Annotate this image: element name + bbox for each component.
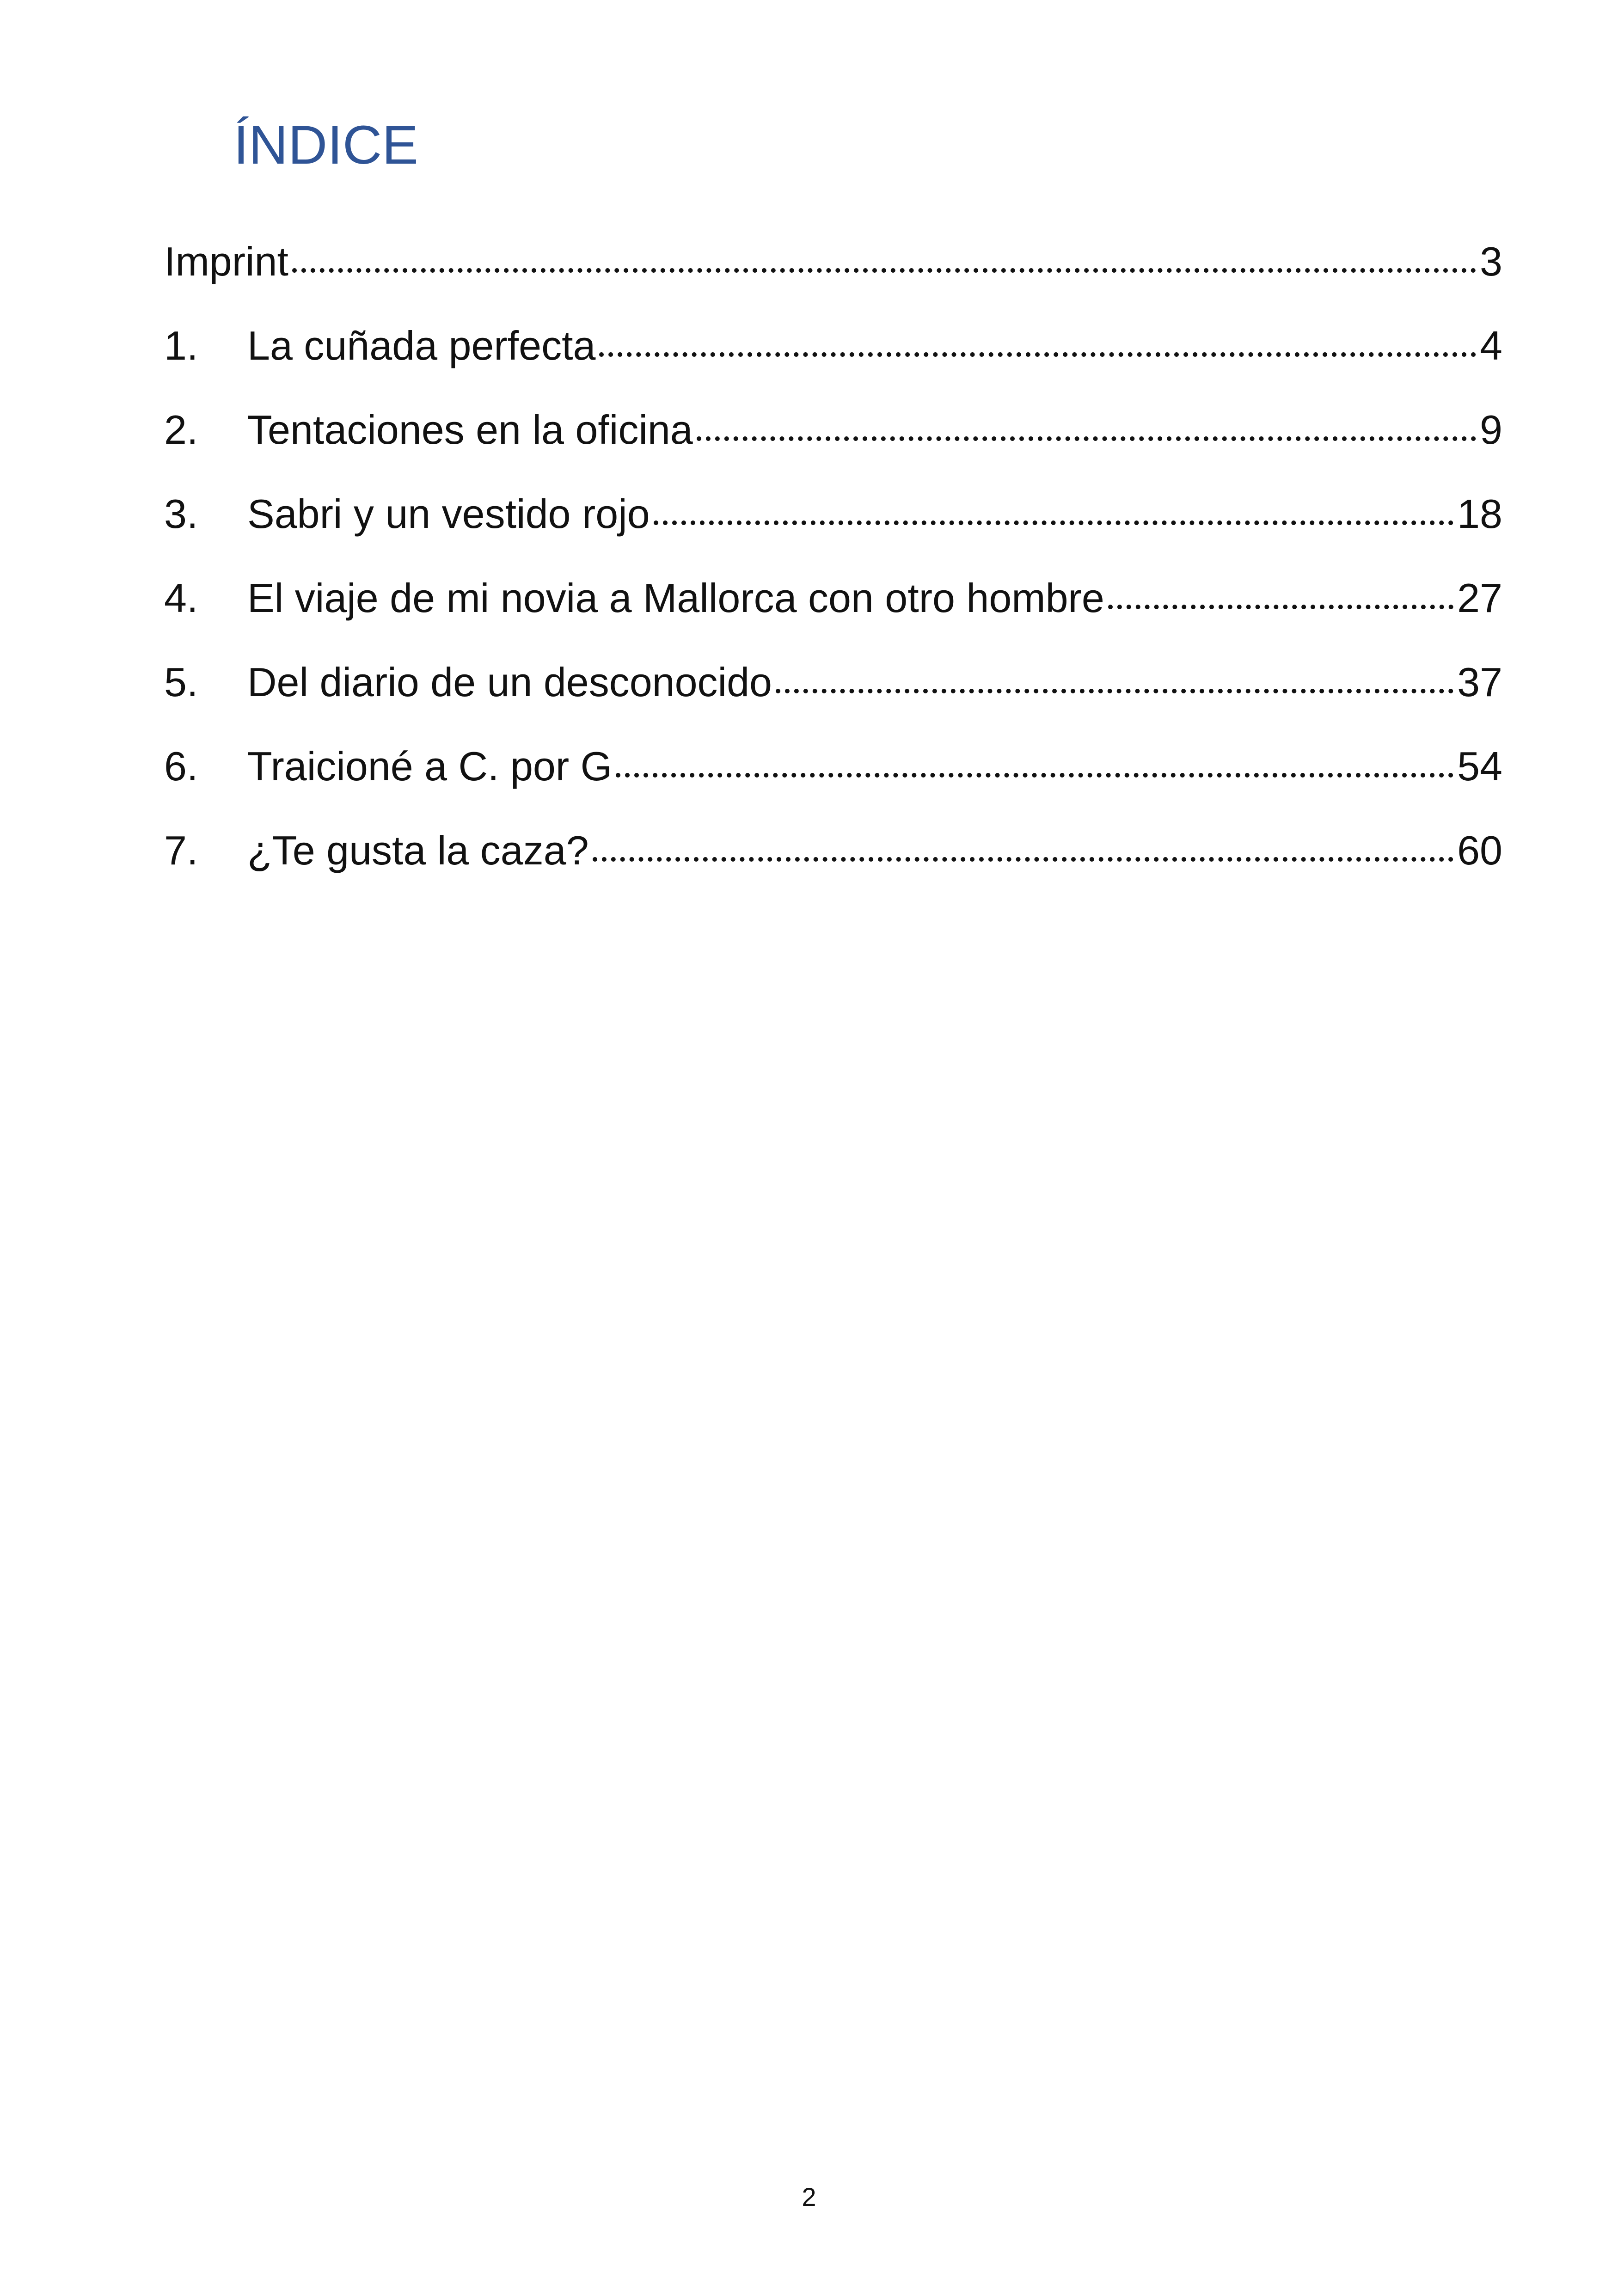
dot-leader [697, 436, 1476, 441]
toc-entry-page: 60 [1457, 827, 1502, 873]
toc-entry-number: 2. [164, 407, 198, 453]
toc-entry-page: 18 [1457, 491, 1502, 537]
dot-leader [654, 520, 1453, 525]
toc-entry-number: 7. [164, 827, 198, 873]
toc-entry-number: 6. [164, 743, 198, 789]
toc-entry-title: La cuñada perfecta [247, 323, 596, 368]
toc-entry-title: ¿Te gusta la caza? [247, 827, 589, 873]
toc-entry-chapter-3[interactable] [164, 491, 1502, 578]
toc-entry-chapter-2[interactable] [164, 407, 1502, 494]
toc-entry-title: Sabri y un vestido rojo [247, 491, 650, 537]
toc-entry-number: 1. [164, 323, 198, 368]
toc-entry-page: 9 [1480, 407, 1502, 453]
dot-leader [292, 268, 1476, 273]
toc-entry-title: Traicioné a C. por G [247, 743, 613, 789]
toc-heading: ÍNDICE [233, 115, 418, 176]
toc-entry-number: 5. [164, 659, 198, 705]
toc-entry-chapter-4[interactable] [164, 575, 1502, 662]
toc-entry-imprint[interactable] [164, 241, 1502, 325]
toc-entry-page: 27 [1457, 575, 1502, 621]
dot-leader [593, 857, 1453, 862]
dot-leader [616, 773, 1453, 778]
toc-entry-title: Imprint [164, 239, 288, 284]
dot-leader [1108, 605, 1453, 609]
toc-entry-page: 3 [1480, 239, 1502, 284]
toc-entry-chapter-7[interactable] [164, 827, 1502, 914]
toc-entry-title: El viaje de mi novia a Mallorca con otro hombre [247, 575, 1104, 621]
dot-leader [776, 689, 1453, 693]
toc-entry-number: 4. [164, 575, 198, 621]
toc-entry-title: Tentaciones en la oficina [247, 407, 693, 453]
toc-entry-page: 37 [1457, 659, 1502, 705]
toc-entry-page: 4 [1480, 323, 1502, 368]
page-number: 2 [802, 2182, 816, 2211]
toc-entry-chapter-6[interactable] [164, 743, 1502, 830]
dot-leader [599, 352, 1476, 357]
toc-entry-page: 54 [1457, 743, 1502, 789]
toc-entry-chapter-5[interactable] [164, 659, 1502, 746]
toc-list [164, 241, 1502, 914]
toc-entry-number: 3. [164, 491, 198, 537]
toc-entry-title: Del diario de un desconocido [247, 659, 772, 705]
toc-entry-chapter-1[interactable] [164, 325, 1502, 410]
